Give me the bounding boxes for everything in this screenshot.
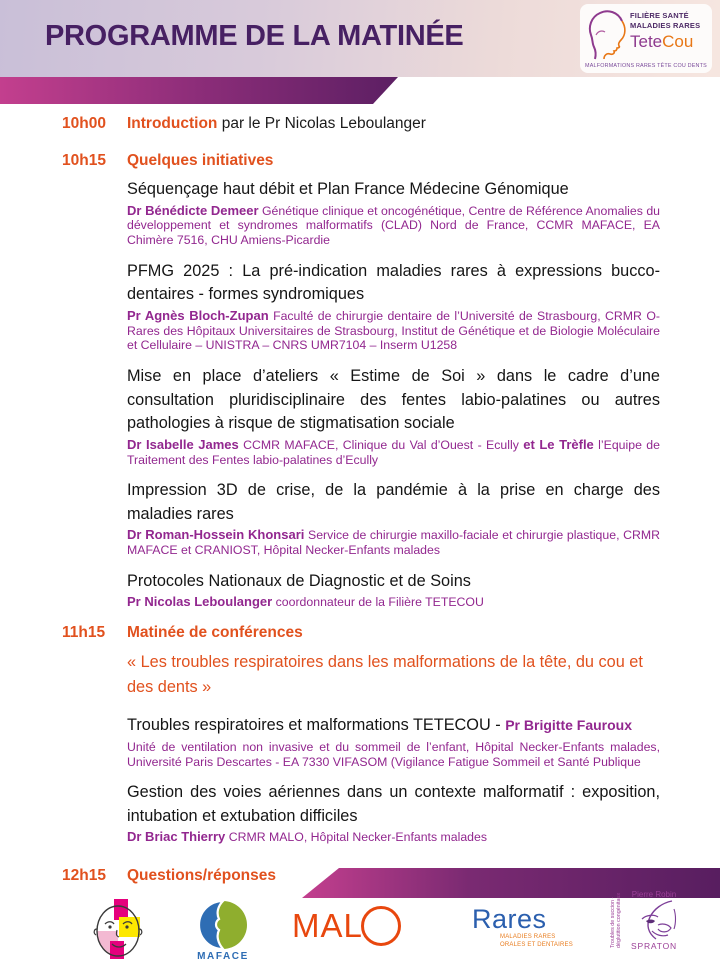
session-item — [127, 781, 660, 845]
speaker-name: Pr Agnès Bloch-Zupan — [127, 307, 269, 323]
spraton-title: Pierre Robin — [631, 890, 677, 899]
slot-time-empty — [62, 648, 127, 857]
session-credit — [127, 740, 660, 770]
logo-line2: MALADIES RARES — [630, 21, 701, 30]
session-credit — [127, 438, 660, 468]
face-blocks-logo — [86, 898, 152, 960]
speaker-name-2: et Le Trèfle — [523, 436, 594, 452]
orares-sub2: ORALES ET DENTAIRES — [500, 941, 573, 948]
slot-label: Quelques initiatives — [127, 152, 274, 169]
spraton-logo — [608, 890, 700, 951]
speaker-name: Dr Briac Thierry — [127, 829, 226, 845]
orares-o-graphic — [438, 902, 472, 936]
session-title: Séquençage haut débit et Plan France Médecine Génomique — [127, 180, 569, 198]
slot-time: 10h15 — [62, 152, 106, 169]
logo-brand — [630, 32, 710, 51]
session-item — [127, 570, 660, 610]
malo-o-graphic — [361, 906, 401, 946]
logo-text-block — [630, 11, 710, 51]
speaker-affiliation: coordonnateur de la Filière TETECOU — [275, 595, 484, 610]
malo-text: MAL — [292, 907, 363, 944]
speaker-name: Dr Isabelle James — [127, 436, 239, 452]
session-item — [127, 479, 660, 558]
conference-theme: « Les troubles respiratoires dans les malformations de la tête, du cou et des dents » — [127, 653, 643, 697]
logo-brand-tete: Tete — [630, 32, 663, 51]
session-title: Protocoles Nationaux de Diagnostic et de Soins — [127, 571, 471, 590]
maface-icon — [198, 900, 248, 950]
session-credit — [127, 830, 660, 845]
slot-label-line — [127, 113, 660, 134]
schedule — [62, 113, 660, 886]
orares-logo — [438, 902, 573, 949]
slot-label-rest: par le Pr Nicolas Leboulanger — [221, 115, 426, 132]
orares-wrap — [438, 902, 573, 936]
malo-logo — [292, 896, 401, 956]
speaker-name: Pr Nicolas Leboulanger — [127, 594, 273, 610]
spraton-sketch-icon — [628, 899, 680, 941]
session-title: Impression 3D de crise, de la pandémie à la prise en charge des maladies rares — [127, 481, 660, 523]
partner-logos — [0, 888, 720, 960]
head-profile-icon — [582, 7, 634, 67]
session-item — [127, 365, 660, 467]
slot-time: 10h00 — [62, 115, 106, 132]
speaker-affiliation-2: l’Equipe de Traitement des Fentes labio-palatines d’Ecully — [127, 437, 660, 467]
sessions-column — [127, 648, 660, 857]
session-title: PFMG 2025 : La pré-indication maladies rares à expressions bucco-dentaires - formes syndromiques — [127, 261, 660, 304]
session-credit — [127, 528, 660, 558]
spraton-side-text: Troubles de succion - déglutition congénitaux — [610, 892, 622, 948]
session-credit — [127, 595, 660, 610]
speaker-name-inline: Pr Brigitte Fauroux — [505, 717, 633, 734]
speaker-affiliation: Service de chirurgie maxillo-faciale et chirurgie plastique, CRMR MAFACE et CRANIOST, Hôpital Necker-Enfants malades — [127, 528, 660, 558]
spraton-wrap — [608, 890, 700, 951]
sessions-column — [127, 178, 660, 622]
slot-10h15 — [62, 150, 660, 171]
session-credit — [127, 309, 660, 353]
speaker-name: Dr Roman-Hossein Khonsari — [127, 527, 305, 543]
logo-tagline: MALFORMATIONS RARES TÊTE COU DENTS — [585, 63, 707, 69]
logo-line1: FILIÈRE SANTÉ — [630, 11, 689, 20]
slot-10h00 — [62, 113, 660, 134]
tetecou-logo — [580, 4, 712, 73]
speaker-affiliation: Unité de ventilation non invasive et du sommeil de l’enfant, Hôpital Necker-Enfants malades, Université Paris Descartes - EA 7330 VIFASOM (Vigilance Fatigue Sommeil et Santé Publique — [127, 739, 660, 769]
malo-wrap — [292, 896, 401, 956]
maface-logo — [192, 900, 254, 960]
slot-label: Matinée de conférences — [127, 624, 303, 642]
page-header — [0, 0, 720, 77]
speaker-affiliation: Génétique clinique et oncogénétique, Centre de Référence Anomalies du développement et syndromes malformatifs (CLAD) Nord de France, CCMR MAFACE, EA Chimère 7516, CHU Amiens-Picardie — [127, 203, 661, 248]
orares-text: Rares — [472, 904, 547, 934]
session-credit — [127, 204, 660, 248]
slot-label: Questions/réponses — [127, 867, 277, 885]
sessions-group-1 — [62, 178, 660, 622]
page-title: PROGRAMME DE LA MATINÉE — [45, 20, 464, 52]
slot-time: 12h15 — [62, 867, 106, 885]
speaker-name: Dr Bénédicte Demeer — [127, 202, 259, 218]
slot-time-empty — [62, 178, 127, 622]
header-ribbon — [0, 77, 398, 104]
session-title-text: Troubles respiratoires et malformations TETECOU - — [127, 716, 501, 735]
slot-11h15 — [62, 622, 660, 643]
speaker-affiliation: CRMR MALO, Hôpital Necker-Enfants malades — [228, 830, 488, 845]
sessions-group-2 — [62, 648, 660, 857]
speaker-affiliation: CCMR MAFACE, Clinique du Val d’Ouest - Ecully — [243, 437, 519, 452]
session-title — [127, 714, 660, 738]
slot-time: 11h15 — [62, 624, 106, 642]
maface-label: MAFACE — [197, 951, 249, 960]
spraton-name: SPRATON — [631, 941, 677, 951]
logo-brand-cou: Cou — [662, 32, 694, 51]
session-title: Gestion des voies aériennes dans un contexte malformatif : exposition, intubation et extubation difficiles — [127, 783, 660, 825]
slot-label: Introduction — [127, 115, 218, 132]
orares-sub1: MALADIES RARES — [500, 934, 556, 940]
session-item — [127, 178, 660, 248]
speaker-affiliation: Faculté de chirurgie dentaire de l’Université de Strasbourg, CRMR O-Rares des Hôpitaux Universitaires de Strasbourg, Institut de Génétique et de Biologie Moléculaire et Cellulaire – UNISTRA – CNRS UMR7104 – Inserm U1258 — [127, 308, 660, 353]
session-title: Mise en place d’ateliers « Estime de Soi » dans le cadre d’une consultation pluridisciplinaire des fentes labio-palatines ou autres pathologies à risque de stigmatisation sociale — [127, 367, 660, 433]
session-item — [127, 260, 660, 353]
face-blocks-icon — [86, 898, 152, 960]
orares-subtext — [500, 934, 573, 949]
session-item — [127, 714, 660, 769]
